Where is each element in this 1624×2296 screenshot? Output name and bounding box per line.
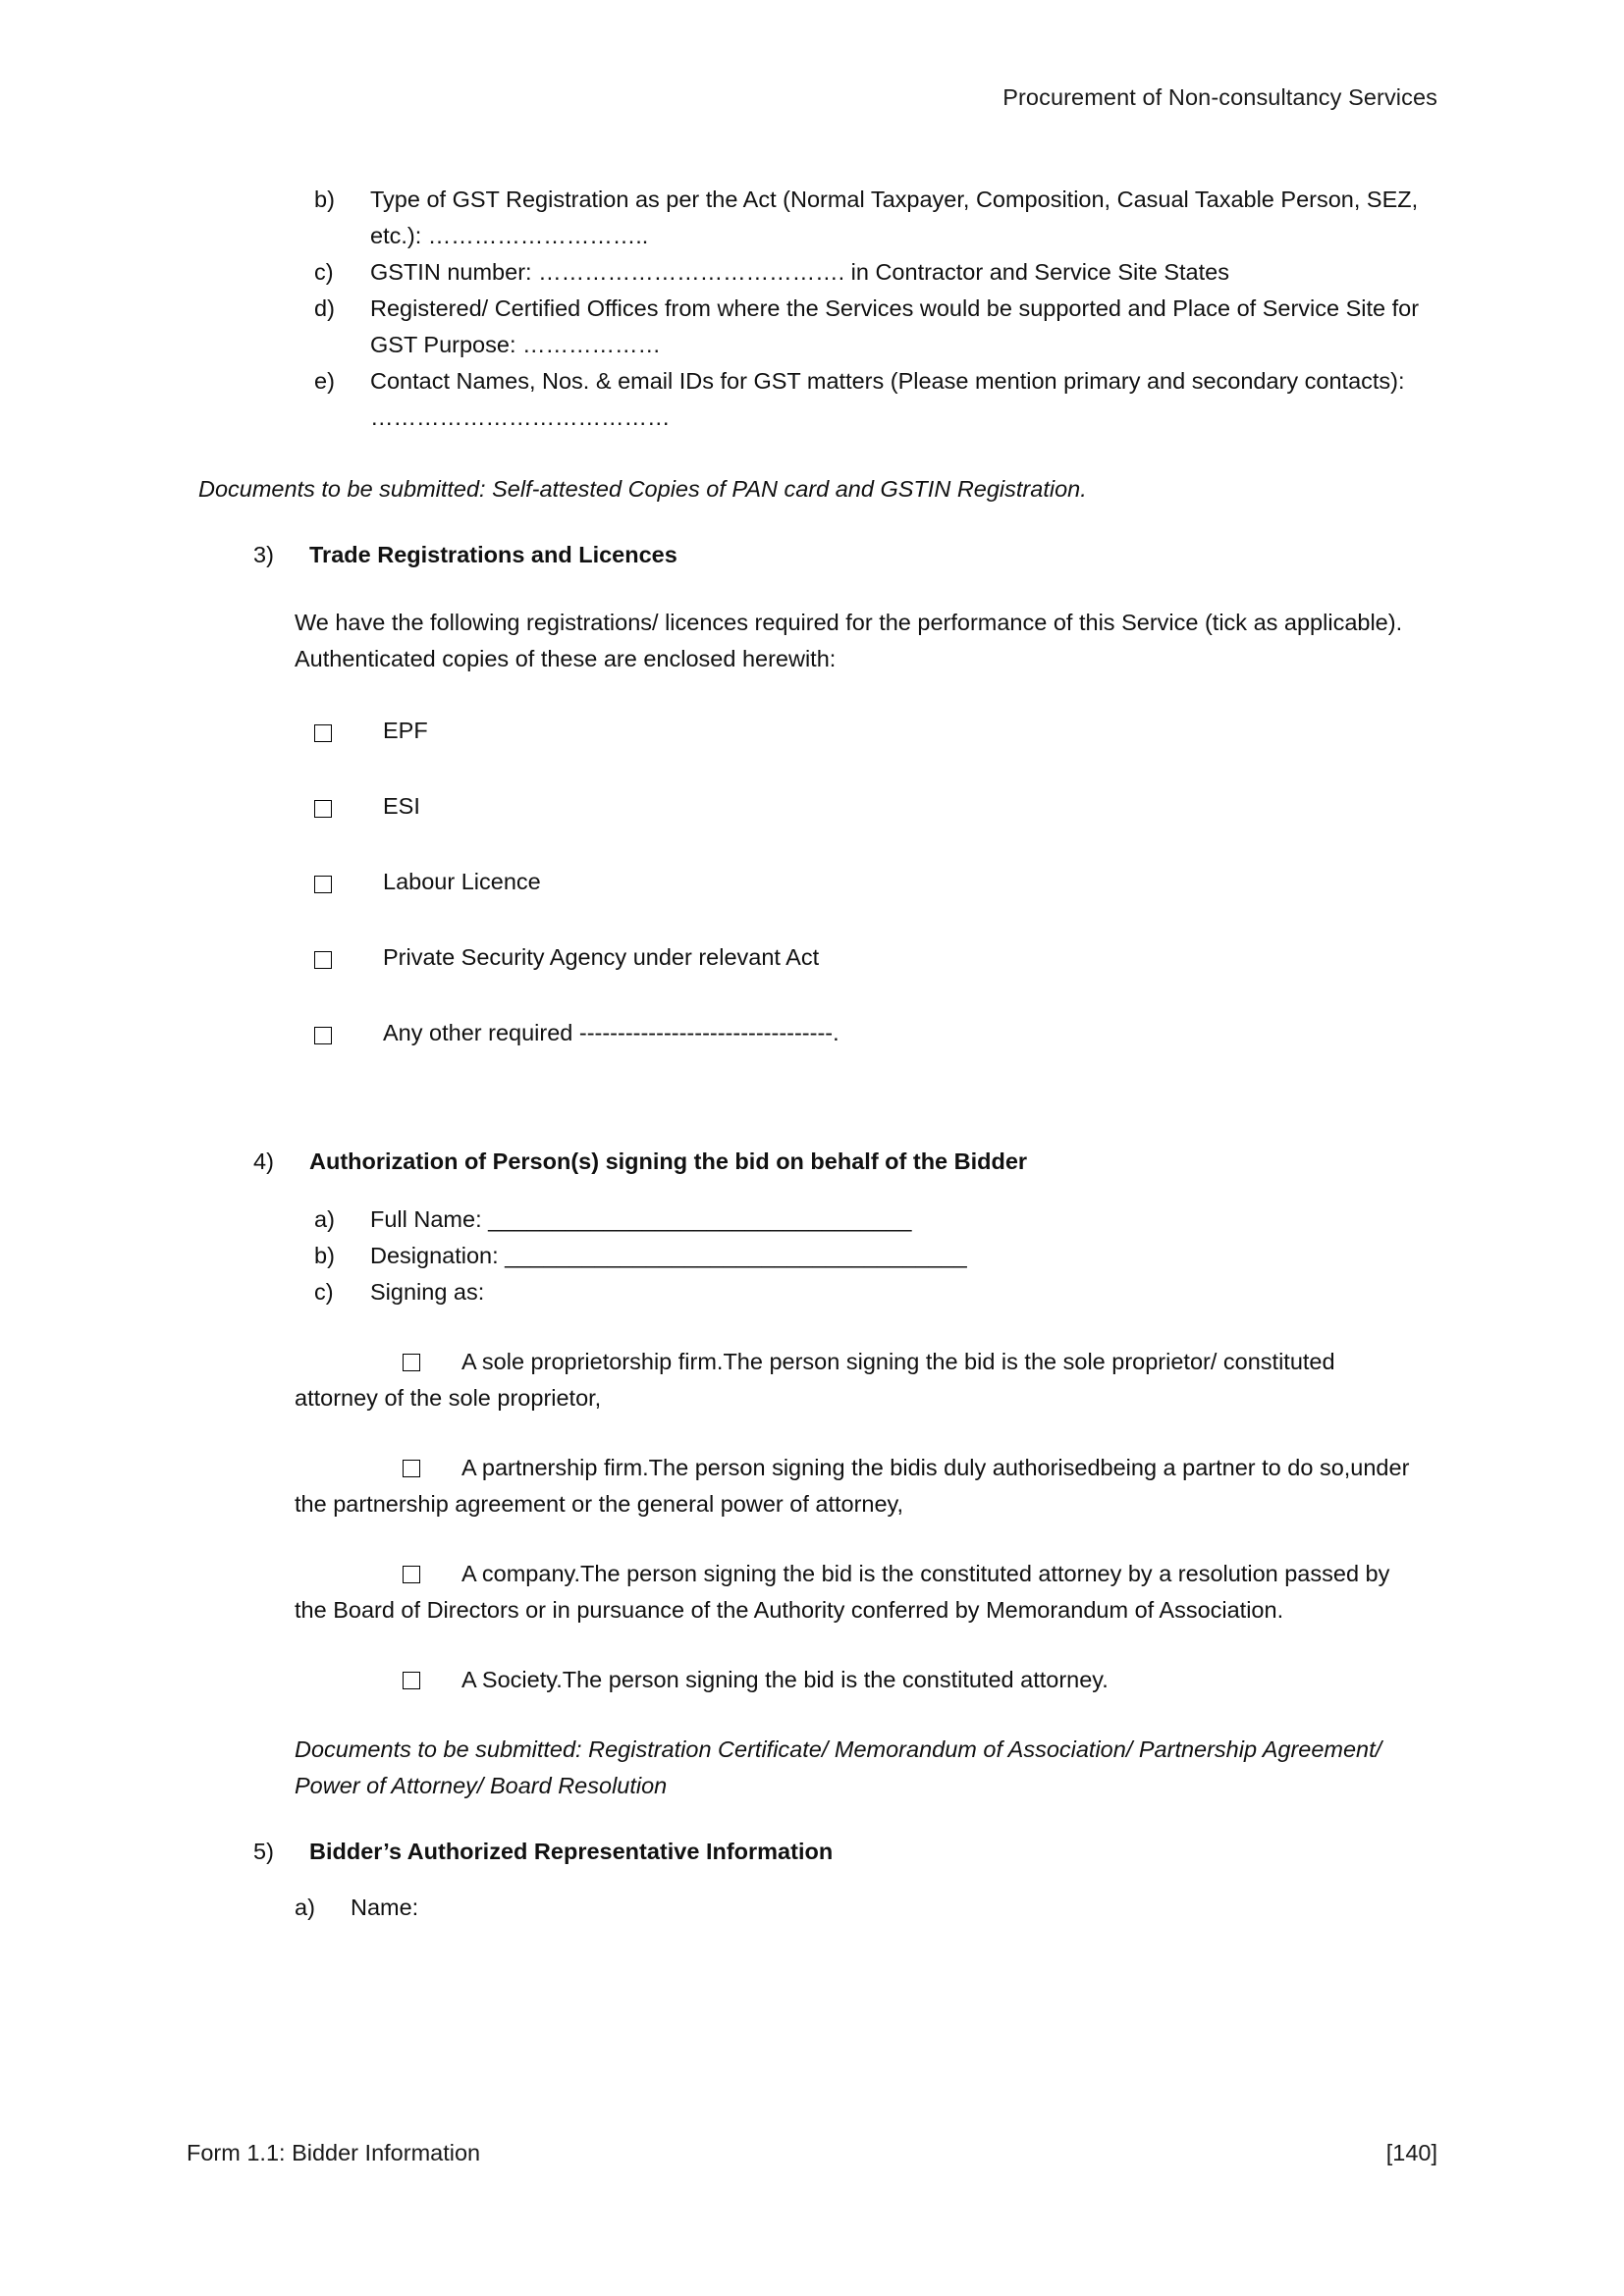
- section-heading-authorization: [253, 1144, 1432, 1180]
- gst-documents-note: Documents to be submitted: Self-attested Copies of PAN card and GSTIN Registration.: [198, 476, 1087, 502]
- page-header: [1002, 84, 1437, 111]
- section-spacer: [187, 1055, 1435, 1114]
- checkbox-row-epf[interactable]: [314, 713, 1414, 753]
- section-title: Bidder’s Authorized Representative Information: [309, 1839, 834, 1864]
- section-number: 3): [253, 542, 274, 567]
- list-marker: b): [314, 187, 335, 212]
- page-footer: [0, 2140, 1624, 2166]
- checkbox-company[interactable]: [403, 1566, 420, 1583]
- checkbox-label: EPF: [383, 718, 428, 743]
- field-row-signing-as: [314, 1274, 1434, 1310]
- checkbox-label: ESI: [383, 793, 420, 819]
- document-body: [187, 182, 1435, 1926]
- field-marker: a): [314, 1206, 335, 1232]
- section-number: 4): [253, 1148, 274, 1174]
- list-text: Registered/ Certified Offices from where the Services would be supported and Place of Service Site for GST Purpose: ………………: [370, 295, 1420, 357]
- signing-option-text: A Society.The person signing the bid is the constituted attorney.: [461, 1667, 1109, 1692]
- field-marker: a): [295, 1895, 315, 1920]
- section-title: Authorization of Person(s) signing the bid on behalf of the Bidder: [309, 1148, 1028, 1174]
- checkbox-row-any-other[interactable]: [314, 1015, 1414, 1055]
- checkbox-esi[interactable]: [314, 788, 383, 828]
- checkbox-any-other[interactable]: [314, 1015, 383, 1055]
- trade-intro-text: We have the following registrations/ licences required for the performance of this Service (tick as applicable). Authenticated copies of these are enclosed herewith:: [295, 610, 1403, 671]
- list-marker: c): [314, 259, 334, 285]
- list-text: GSTIN number: …………………………………. in Contractor and Service Site States: [370, 259, 1229, 285]
- field-marker: b): [314, 1243, 335, 1268]
- field-row-full-name[interactable]: [314, 1201, 1434, 1238]
- footer-page-number: [140]: [1385, 2140, 1437, 2165]
- field-label-representative-name: Name:: [351, 1895, 419, 1920]
- checkbox-row-labour-licence[interactable]: [314, 864, 1414, 904]
- signing-option-text: A company.The person signing the bid is the constituted attorney by a resolution passed by the Board of Directors or in pursuance of the Authority conferred by Memorandum of Association.: [295, 1561, 1390, 1623]
- field-marker: c): [314, 1279, 334, 1305]
- checkbox-epf[interactable]: [314, 713, 383, 753]
- signing-option-text: A partnership firm.The person signing the bidis duly authorisedbeing a partner to do so,under the partnership agreement or the general power of attorney,: [295, 1455, 1410, 1517]
- section-heading-representative: [253, 1834, 1432, 1870]
- checkbox-private-security-agency[interactable]: [314, 939, 383, 980]
- section-heading-trade: [253, 537, 1432, 573]
- checkbox-label: Any other required ---------------------------------.: [383, 1020, 839, 1045]
- field-label-full-name: Full Name: _________________________________: [370, 1206, 912, 1232]
- signing-option-text: A sole proprietorship firm.The person signing the bid is the sole proprietor/ constituted attorney of the sole proprietor,: [295, 1349, 1335, 1411]
- section-number: 5): [253, 1839, 274, 1864]
- checkbox-label: Private Security Agency under relevant Act: [383, 944, 820, 970]
- checkbox-row-esi[interactable]: [314, 788, 1414, 828]
- section-title: Trade Registrations and Licences: [309, 542, 677, 567]
- list-text: Contact Names, Nos. & email IDs for GST matters (Please mention primary and secondary contacts): …………………………………: [370, 368, 1405, 430]
- list-item: [314, 254, 1434, 291]
- authorization-documents-note: Documents to be submitted: Registration Certificate/ Memorandum of Association/ Partnership Agreement/ Power of Attorney/ Board Resolution: [295, 1736, 1382, 1798]
- signing-option-partnership[interactable]: [295, 1450, 1424, 1522]
- signing-option-society[interactable]: [295, 1662, 1424, 1698]
- checkbox-partnership-firm[interactable]: [403, 1460, 420, 1477]
- list-marker: d): [314, 295, 335, 321]
- list-marker: e): [314, 368, 335, 394]
- checkbox-labour-licence[interactable]: [314, 864, 383, 904]
- header-title: Procurement of Non-consultancy Services: [1002, 84, 1437, 110]
- field-label-signing-as: Signing as:: [370, 1279, 485, 1305]
- list-text: Type of GST Registration as per the Act (Normal Taxpayer, Composition, Casual Taxable Person, SEZ, etc.): ………………………..: [370, 187, 1419, 248]
- field-row-designation[interactable]: [314, 1238, 1434, 1274]
- field-label-designation: Designation: ____________________________________: [370, 1243, 967, 1268]
- checkbox-society[interactable]: [403, 1672, 420, 1689]
- list-item: [314, 182, 1434, 254]
- field-row-representative-name[interactable]: [295, 1890, 1414, 1926]
- signing-option-company[interactable]: [295, 1556, 1424, 1629]
- list-item: [314, 363, 1434, 436]
- list-item: [314, 291, 1434, 363]
- footer-form-label: Form 1.1: Bidder Information: [187, 2140, 481, 2165]
- signing-option-sole-proprietorship[interactable]: [295, 1344, 1424, 1416]
- checkbox-label: Labour Licence: [383, 869, 541, 894]
- checkbox-row-private-security-agency[interactable]: [314, 939, 1414, 980]
- checkbox-sole-proprietorship[interactable]: [403, 1354, 420, 1371]
